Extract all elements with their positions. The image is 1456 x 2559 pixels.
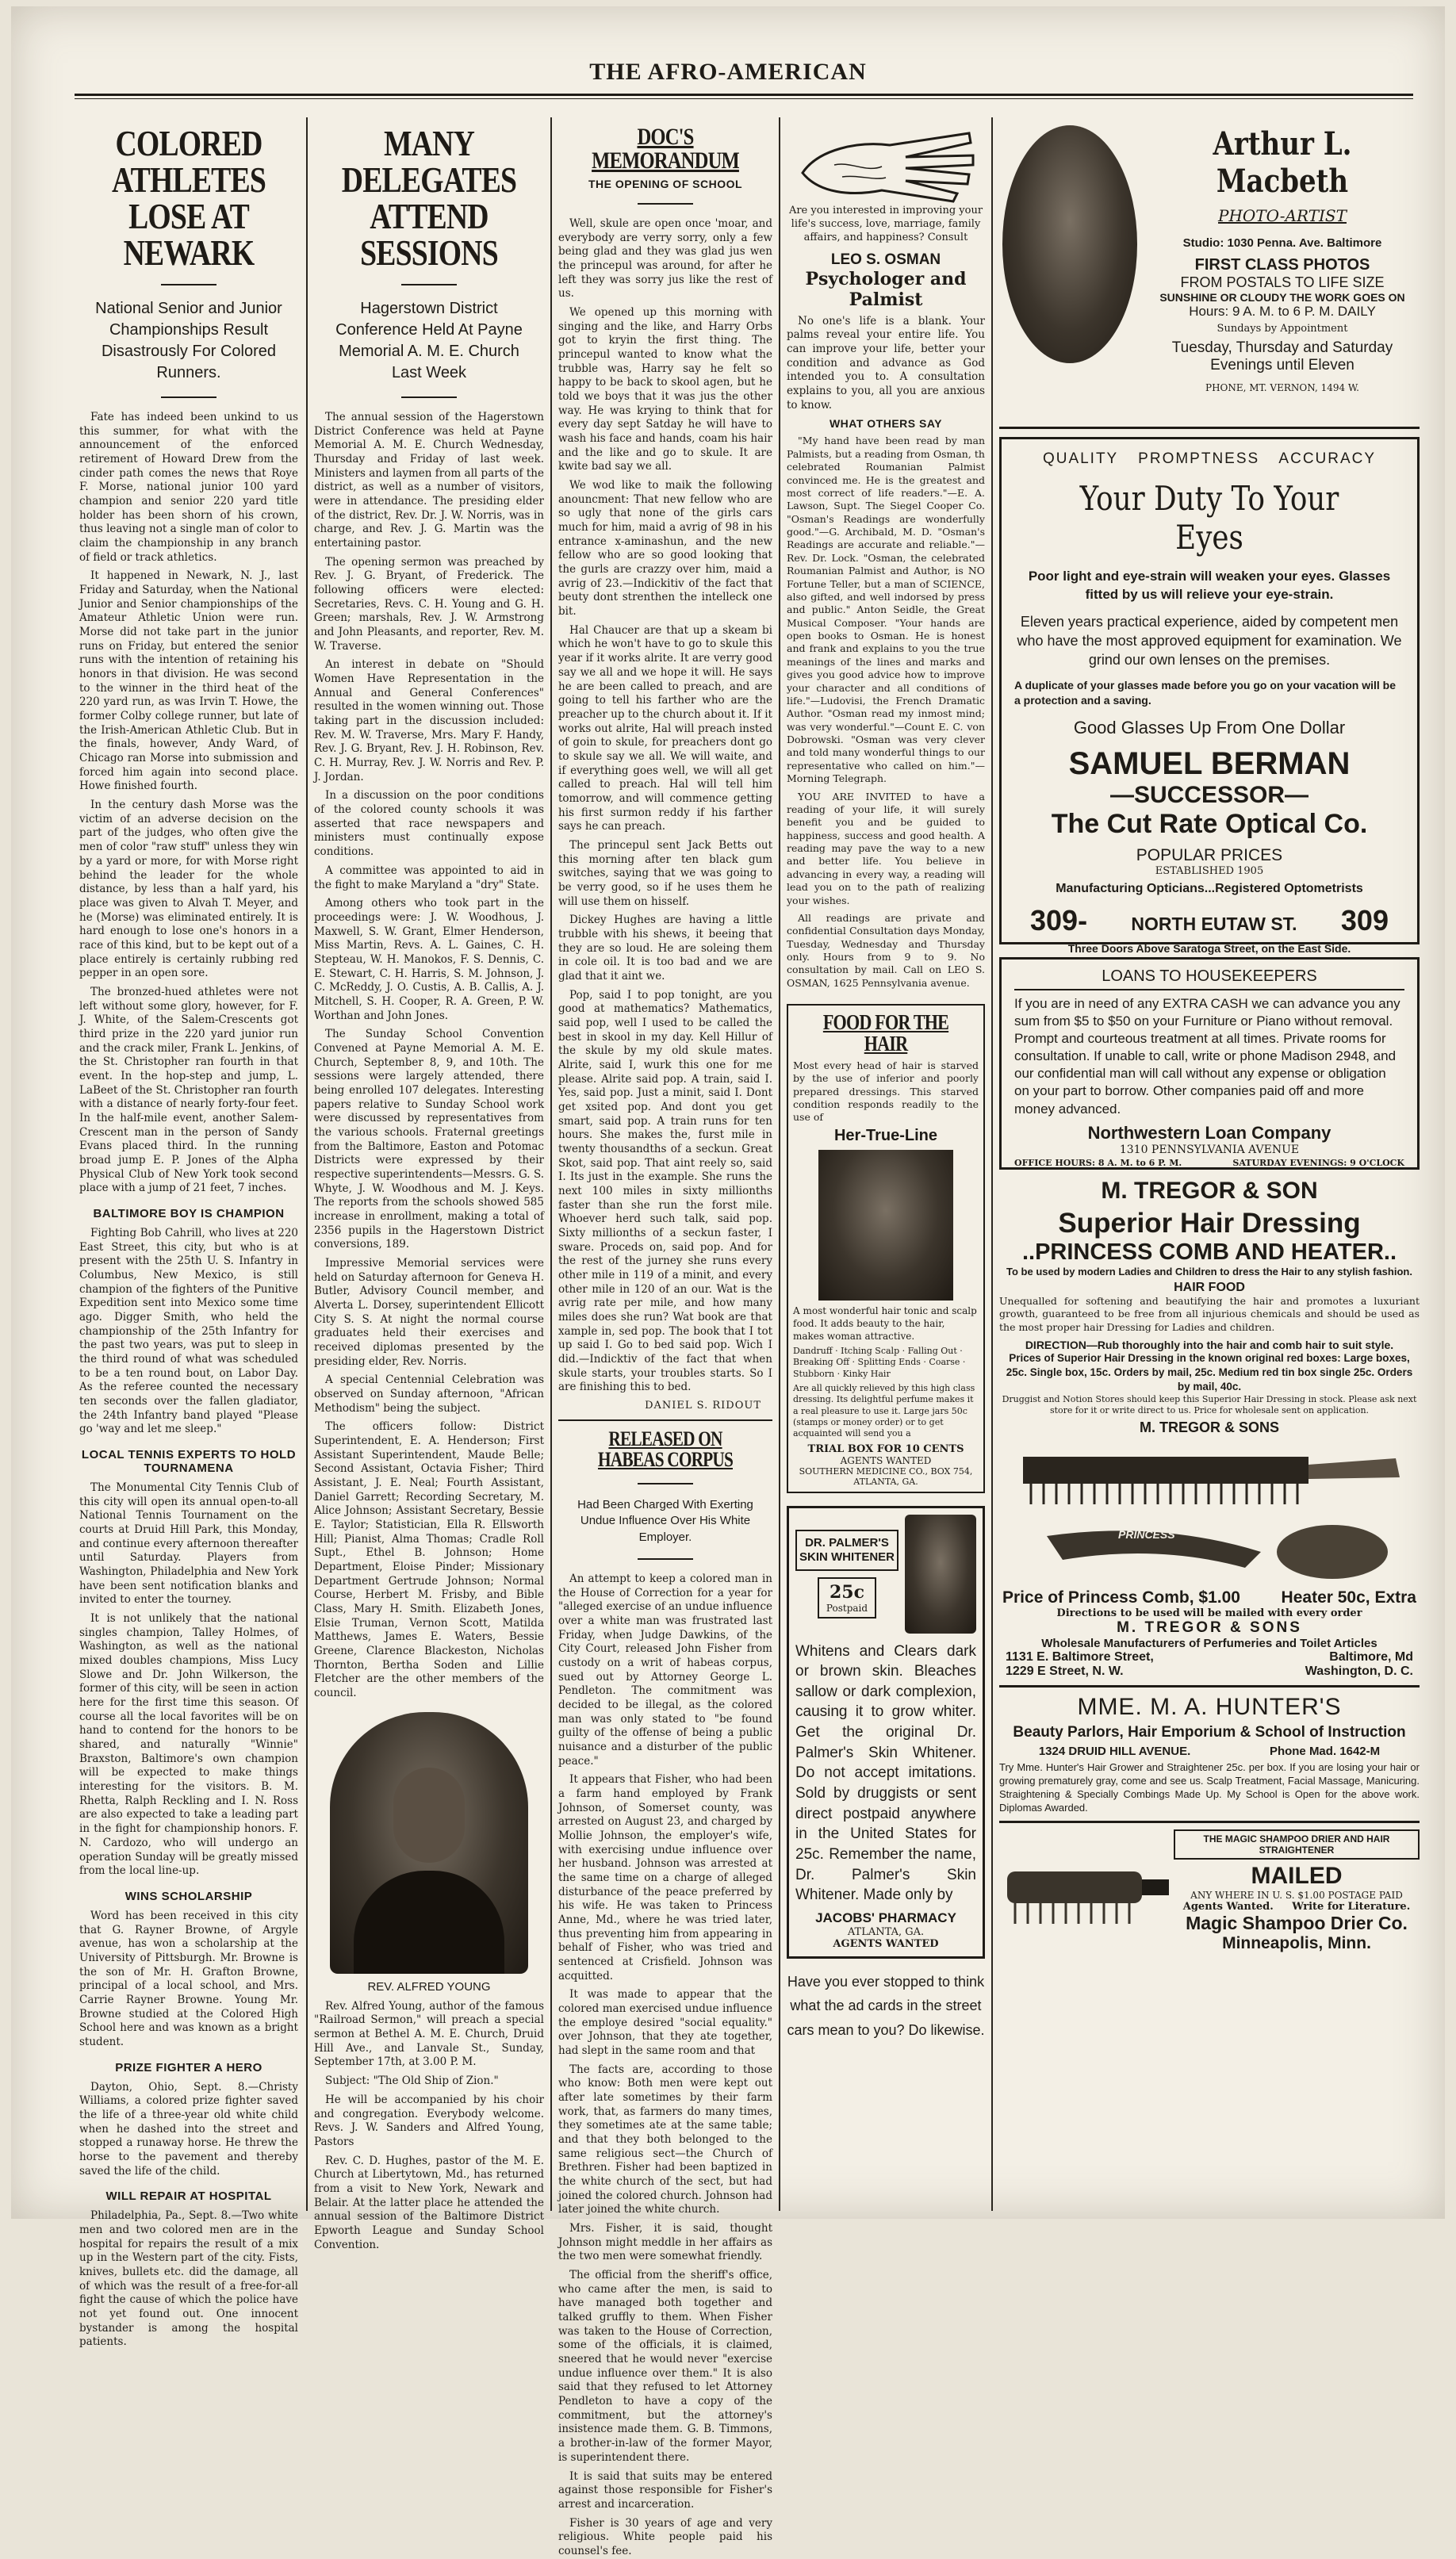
hunter-phone: Phone Mad. 1642-M	[1269, 1744, 1381, 1758]
article-para: Dayton, Ohio, Sept. 8.—Christy Williams, a colored prize fighter saved the life of a three-year old white child when he dashed into the street and stopped a runaway horse. He threw the horse to the pavement and thereby saved the life of the child.	[79, 2080, 298, 2178]
tregor-ad	[999, 1178, 1420, 1687]
article-para: Hal Chaucer are that up a skeam bi which he won't have to go to skule this year if it works alrite. It are verry good say we all and we hope it will. He says he are been called to preach, and are going to tell his farther who are the preacher up to the church about it. If it works out alrite, Hal will preach insted of goin to skule, for preachers dont go to skule say we all. We will waite, and if everything goes well, we will all get called to preach. Hal will tell him tomorrow, and will commence getting his first surmon reddy if his farther says he can preach.	[558, 623, 772, 833]
masthead: THE AFRO-AMERICAN	[589, 59, 867, 85]
portrait-coat	[354, 1871, 504, 1974]
tregor-prices: Prices of Superior Hair Dressing in the known original red boxes: Large boxes, 25c. Single box, 15c. Orders by mail, 25c. Medium red tin box single 25c. Orders by mail, 40c.	[1006, 1351, 1413, 1393]
palmer-jar-image	[905, 1515, 976, 1634]
osman-name: LEO S. OSMAN	[830, 251, 941, 268]
princess-comb-label: PRINCESS	[1118, 1527, 1175, 1541]
berman-line: A duplicate of your glasses made before you go on your vacation will be a protection and a saving.	[1014, 678, 1397, 707]
headline-docs: DOC'S MEMORANDUM	[592, 124, 739, 174]
hair-text-2: A most wonderful hair tonic and scalp food. It adds beauty to the hair, makes woman attractive.	[793, 1305, 977, 1342]
magic-agents: Agents Wanted.	[1182, 1901, 1274, 1914]
magic-text	[1174, 1829, 1420, 1953]
palmer-banner: DR. PALMER'S SKIN WHITENER	[795, 1530, 899, 1571]
headline-rule	[638, 1483, 693, 1484]
macbeth-title: PHOTO-ARTIST	[1218, 206, 1347, 225]
article-para: The annual session of the Hagerstown District Conference was held at Payne Memorial A. M. E. Church Wednesday, Thursday and Friday of last week. Ministers and laymen from all parts of the district, as well as a number of visitors, were in attendance. The presiding elder of the district, Rev. Dr. J. W. Norris, was in charge, and Rev. J. G. Martin was the entertaining pastor.	[314, 411, 544, 550]
subhead-scholarship: WINS SCHOLARSHIP	[125, 1889, 253, 1903]
hair-product-image	[818, 1150, 953, 1301]
article-para: Fisher is 30 years of age and very religious. White people paid his counsel's fee.	[558, 2516, 772, 2557]
article-para: He will be accompanied by his choir and congregation. Everybody welcome. Revs. J. W. Sanders and Alfred Young, Pastors	[314, 2093, 544, 2148]
deck-habeas: Had Been Charged With Exerting Undue Influence Over His White Employer.	[577, 1498, 753, 1544]
tregor-name: M. TREGOR & SON	[1101, 1178, 1318, 1204]
article-para: The opening sermon was preached by Rev. J. G. Bryant, of Frederick. The following officers were elected: Secretaries, Revs. C. H. Young and G. H. Green; marshals, Rev. J. W. Armstrong and John Pleasants, and reporter, Rev. M. W. Traverse.	[314, 555, 544, 653]
berman-address-street: NORTH EUTAW ST.	[1131, 913, 1297, 934]
tregor-address-washington	[999, 1664, 1420, 1679]
column-divider	[306, 117, 308, 2211]
hair-text-3: Are all quickly relieved by this high class dressing. Its delightful perfume makes it a real pleasure to use it. Large jars 50c (stamps or money order) or to get acquainted will send you a	[793, 1383, 975, 1439]
hair-food-title: FOOD FOR THE HAIR	[822, 1010, 949, 1056]
comb-icon	[999, 1441, 1420, 1584]
column-divider	[550, 117, 552, 2211]
article-para: In a discussion on the poor conditions of the colored county schools it was asserted that race newspapers and ministers must continually expose conditions.	[314, 789, 544, 859]
tregor-sub: To be used by modern Ladies and Children to dress the Hair to any stylish fashion.	[1006, 1266, 1412, 1278]
headline-athletes: COLORED ATHLETES LOSE AT NEWARK	[111, 123, 266, 273]
headline-habeas: RELEASED ON HABEAS CORPUS	[597, 1427, 733, 1472]
berman-successor: —SUCCESSOR—	[1109, 781, 1309, 808]
palmer-agents: AGENTS WANTED	[833, 1937, 939, 1950]
newspaper-page	[11, 6, 1445, 2557]
osman-intro: Are you interested in improving your life's success, love, marriage, family affairs, and happiness? Consult	[788, 205, 983, 243]
loans-text: If you are in need of any EXTRA CASH we can advance you any sum from $5 to $50 on your Furniture or Piano without removal. Prompt and courteous treatment at all times. Private rooms for consultation. If unable to call, write or phone Madison 2948, and our confidential man will call without any expense or obligation on your part to borrow. Other companies paid off and more money advanced.	[1014, 996, 1400, 1117]
headline-rule	[638, 203, 693, 205]
berman-mfg: Manufacturing Opticians...Registered Optometrists	[1056, 881, 1363, 895]
article-para: An attempt to keep a colored man in the House of Correction for a year for "alleged exercise of an undue influence over a white man was frustrated last Friday, when Judge Dawkins, of the City Court, released John Fisher from custody on a writ of habeas corpus, sued out by Attorney George L. Pendleton. The commitment was decided to be illegal, as the colored man was only stated to "be found guilty of the offense of being a public nuisance and a disturber of the public peace."	[558, 1572, 772, 1768]
loans-hours	[1014, 1158, 1404, 1168]
princess-comb-illustration	[999, 1441, 1420, 1584]
magic-company: Magic Shampoo Drier Co.	[1186, 1913, 1408, 1934]
osman-title: Psychologer and Palmist	[805, 268, 967, 310]
palm-hand-icon	[787, 117, 985, 205]
article-para: The facts are, according to those who know: Both men were kept out after late sometimes by their farm work, that, as farmers do many times, they sometimes ate at the same table; and that they both belonged to the same religious sect—the Church of Brethren. Fisher had been baptized in the white church of the sect, but had joined the colored church. Johnson had later joined the white church.	[558, 2063, 772, 2216]
tregor-name-2: M. TREGOR & SONS	[1139, 1419, 1279, 1435]
berman-line: Poor light and eye-strain will weaken your eyes. Glasses fitted by us will relieve your eye-strain.	[1028, 569, 1391, 602]
article-para: A committee was appointed to aid in the fight to make Maryland a "dry" State.	[314, 864, 544, 891]
osman-hours: All readings are private and confidential Consultation days Monday, Tuesday, Wednesday and Thursday only. Hours from 9 to 9. No consultation by mail. Call on LEO S. OSMAN, 1625 Pennsylvania avenue.	[787, 911, 985, 989]
hunter-contact	[999, 1745, 1420, 1758]
deck-rule	[401, 396, 457, 398]
column-ads-right	[999, 117, 1420, 2211]
macbeth-name: Arthur L. Macbeth	[1213, 125, 1352, 200]
article-para: Mrs. Fisher, it is said, thought Johnson might meddle in her affairs as the two men were somewhat friendly.	[558, 2222, 772, 2263]
article-para: Fighting Bob Cahrill, who lives at 220 East Street, this city, but who is at present with the 25th U. S. Infantry in Columbus, New Mexico, is still champion of the fighters of the Punitive Expedition sent into Mexico some time ago. Digger Smith, who held the championship of the 25th Infantry for the past two years, was put to sleep in the third round of what was scheduled to be a ten round bout, on Labor Day. As the referee counted the necessary ten seconds over the fallen gladiator, the 24th Infantry band played "Please go 'way and let me sleep."	[79, 1226, 298, 1436]
comb-price: Price of Princess Comb, $1.00	[1002, 1588, 1240, 1607]
loans-hours-saturday: SATURDAY EVENINGS: 9 O'CLOCK	[1232, 1157, 1404, 1168]
deck-delegates: Hagerstown District Conference Held At Payne Memorial A. M. E. Church Last Week	[335, 300, 523, 381]
palmer-city: ATLANTA, GA.	[847, 1925, 925, 1938]
heater-price: Heater 50c, Extra	[1281, 1588, 1416, 1607]
deck-rule	[638, 1558, 693, 1560]
drier-icon	[999, 1848, 1174, 1935]
macbeth-line: FROM POSTALS TO LIFE SIZE	[1180, 274, 1385, 290]
palmer-price-box	[818, 1577, 876, 1619]
headline-delegates: MANY DELEGATES ATTEND SESSIONS	[341, 123, 517, 273]
column-divider	[779, 117, 780, 2211]
tregor-price-row	[999, 1588, 1420, 1607]
hunter-headline: Beauty Parlors, Hair Emporium & School of Instruction	[1013, 1723, 1406, 1741]
article-para: Philadelphia, Pa., Sept. 8.—Two white men and two colored men are in the hospital for repairs the result of a mix up in the Western part of the city. Fists, knives, bullets etc. did the damage, all of which was the result of a free-for-all fight the cause of which the police have not yet found out. One innocent bystander is among the hospital patients.	[79, 2209, 298, 2349]
osman-subhead: WHAT OTHERS SAY	[829, 417, 943, 431]
macbeth-ad	[999, 117, 1420, 429]
subhead-opening-school: THE OPENING OF SCHOOL	[588, 178, 743, 190]
deck-athletes: National Senior and Junior Championships Result Disastrously For Colored Runners.	[95, 300, 282, 381]
tregor-headline-2: ..PRINCESS COMB AND HEATER..	[1021, 1239, 1397, 1265]
article-para: It happened in Newark, N. J., last Friday and Saturday, when the National Junior and Senior championships of the Amateur Athletic Union were run. Morse did not take part in the junior runs on Friday, but entered the senior runs with the intention of retaining his honors in that division. He was second to the winner in the third heat of the 220 yard run, as was Irvin T. Howe, the former Colby college runner, but late of the Irish-American Athletic Club. But in the finals, however, Andy Ward, of Chicago ran Morse into submission and forced him again into second place. Howe finished fourth.	[79, 569, 298, 793]
article-para: The Monumental City Tennis Club of this city will open its annual open-to-all National Tennis Tournament on the courts at Druid Hill Park, this Monday, and continue every afternoon thereafter until Saturday. Players from Washington, Philadelphia and New York have been sent notification blanks and invited to enter the tourney.	[79, 1481, 298, 1607]
article-para: It was made to appear that the colored man exercised undue influence the employe desired "social equality." over Johnson, that they ate together, had slept in the same room and that	[558, 1988, 772, 2058]
macbeth-studio: Studio: 1030 Penna. Ave. Baltimore	[1182, 236, 1382, 250]
tregor-text: Unequalled for softening and beautifying the hair and promotes a luxuriant growth, guaranteed to be free from all injurious chemicals and should be used as the most proper hair Dressing for Ladies and children.	[999, 1295, 1420, 1333]
tregor-name-3: M. TREGOR & SONS	[1117, 1619, 1302, 1636]
berman-address-num: 309	[1340, 903, 1389, 937]
magic-mailed: MAILED	[1251, 1863, 1343, 1890]
berman-line: Good Glasses Up From One Dollar	[1073, 717, 1346, 737]
macbeth-line: Tuesday, Thursday and Saturday Evenings until Eleven	[1171, 339, 1393, 374]
headline-rule	[161, 284, 216, 285]
hair-food-ad	[787, 1004, 985, 1492]
tregor-city: Washington, D. C.	[1305, 1664, 1413, 1678]
osman-invite: YOU ARE INVITED to have a reading of your life, it will surely benefit you and be guided to happiness, success and good health. A reading may pave the way to a new and better life. You believe in advancing in every way, a reading will lead you on to the path of realizing your wishes.	[787, 790, 985, 906]
berman-name: SAMUEL BERMAN	[1068, 745, 1351, 781]
hair-list: Dandruff · Itching Scalp · Falling Out · Breaking Off · Splitting Ends · Coarse · Stubborn · Kinky Hair	[793, 1346, 966, 1379]
osman-text: No one's life is a blank. Your palms reveal your entire life. You can improve your life, better your condition and advance as God intended you to. A consultation explains to you, all you are anxious to know.	[787, 314, 985, 412]
palmer-ad	[787, 1506, 985, 1959]
loans-company: Northwestern Loan Company	[1087, 1122, 1331, 1143]
article-para: Rev. Alfred Young, author of the famous "Railroad Sermon," will preach a special sermon at Bethel A. M. E. Church, Druid Hill Ave., and Lanvale St., Sunday, September 17th, at 3.00 P. M.	[314, 1999, 544, 2069]
magic-city: Minneapolis, Minn.	[1222, 1934, 1371, 1953]
hunter-text: Try Mme. Hunter's Hair Grower and Straightener 25c. per box. If you are losing your hair or growing prematurely gray, come and see us. Scalp Treatment, Facial Massage, Manicuring. Straightening & Specially Combings Made Up. My School is Open for the above work. Diplomas Awarded.	[999, 1760, 1420, 1814]
berman-address-num: 309-	[1030, 903, 1088, 937]
macbeth-phone: PHONE, MT. VERNON, 1494 W.	[1205, 382, 1359, 393]
portrait-photo	[330, 1712, 528, 1974]
magic-agents-row	[1174, 1901, 1420, 1913]
article-para: The official from the sheriff's office, who came after the men, is said to have managed both together and talked gruffly to them. When Fisher was taken to the House of Correction, some of the officials, it is claimed, sneered that he would never "exercise undue influence over them." It is also said that they refused to let Attorney Pendleton to have a copy of the commitment, but the attorney's insistence made them. G. B. Timmons, a brother-in-law of the former Mayor, is superintendent there.	[558, 2269, 772, 2464]
tregor-druggist: Druggist and Notion Stores should keep this Superior Hair Dressing in stock. Please ask next store for it or write direct to us. Price for wholesale sent on application.	[1002, 1394, 1417, 1416]
loans-title: LOANS TO HOUSEKEEPERS	[1014, 967, 1404, 990]
magic-badge: THE MAGIC SHAMPOO DRIER AND HAIR STRAIGHTENER	[1174, 1829, 1420, 1860]
article-para: Fate has indeed been unkind to us this summer, for what with the announcement of the enforced retirement of Howard Drew from the cinder path comes the news that Roye F. Morse, national junior 100 yard champion and senior 220 yard title holder has been shorn of his crown, thus leaving not a single man of color to claim the championship in any branch of field or track athletics.	[79, 411, 298, 564]
subhead-hospital: WILL REPAIR AT HOSPITAL	[105, 2189, 272, 2204]
tregor-street: 1229 E Street, N. W.	[1006, 1664, 1124, 1678]
article-rule	[558, 1419, 772, 1421]
berman-top: QUALITY PROMPTNESS ACCURACY	[1042, 450, 1377, 467]
article-para: It is said that suits may be entered against those responsible for Fisher's arrest and incarceration.	[558, 2469, 772, 2511]
street-car-note: Have you ever stopped to think what the ad cards in the street cars mean to you? Do likewise.	[787, 1973, 985, 2039]
article-para: We opened up this morning with singing and the like, and Harry Orbs got to kryin the first thing. The princepul wanted to know what the trubble was, Harry say he felt so happy to be back to skool agen, but he told we boys that it was jus the other way. He was krying to think that for every day sept Satday he will have to wash his face and hands, coam his hair and the like and go to skule. It are kwite bad say we all.	[558, 306, 772, 473]
article-para: Dickey Hughes are having a little trubble with his shews, it beeing that they are so loud. He are soleing them in cole oil. It is too bad and we are glad that it aint we.	[558, 914, 772, 983]
hunter-ad	[999, 1687, 1420, 1824]
hair-food-text: Most every head of hair is starved by the use of inferior and poorly prepared dressings. This starved condition responds readily to the use of	[793, 1059, 979, 1124]
tregor-directions-2: Directions to be used will be mailed with every order	[1056, 1607, 1362, 1619]
article-para: Pop, said I to pop tonight, are you good at mathematics? Mathematics, said pop, well I used to be called the best in skool in my day. Kell Hillur of the skule by my old skule mates. Alrite, said I, wurk this one for me please. Alrite said pop. A train, said I. Yes, said pop. Just a minit, said I. Dont get xsited pop. And dont you get smart, said pop. A train runs for ten hours. She makes the, furst mile in twenty thousandths of a seckun. Great Skot, said pop. That aint reely so, said I. Its just in the example. She runs the next 100 miles in sixty millionths faster than she run the forst mile. Whoever herd such talk, said pop. Sixty millionths of a seckun faster, I sware. Proceds on, said pop. And for the rest of the jurney she runs every other mile in 119 of a minit, and every other mile in 120 of an our. Wat is the avrig rate per mile, and how many miles does she run? Wat book are that xample in, sed pop. The book that I tot up said I. Go to bed said pop. Wich I did.—Indicktiv of the fact that when skule starts, your troubles starts. So I are finishing this to bed.	[558, 988, 772, 1394]
berman-company: The Cut Rate Optical Co.	[1051, 808, 1368, 839]
article-para: A special Centennial Celebration was observed on Sunday afternoon, "African Methodism" being the subject.	[314, 1373, 544, 1415]
berman-established: ESTABLISHED 1905	[1155, 864, 1264, 877]
subhead-tennis: LOCAL TENNIS EXPERTS TO HOLD TOURNAMENA	[81, 1448, 297, 1476]
headline-rule	[401, 284, 457, 285]
magic-mailed-sub: ANY WHERE IN U. S. $1.00 POSTAGE PAID	[1190, 1890, 1403, 1902]
hair-agents: AGENTS WANTED	[840, 1454, 932, 1466]
berman-prices: POPULAR PRICES	[1136, 845, 1283, 864]
article-para: Word has been received in this city that G. Rayner Browne, of Argyle avenue, has won a scholarship at the University of Pittsburgh. Mr. Browne is the son of Mr. H. Grafton Browne, principal of a local school, and Mrs. Carrie Rayner Browne. Young Mr. Browne studied at the Colored High School here and was known as a bright student.	[79, 1909, 298, 2048]
tregor-hair-food: HAIR FOOD	[1174, 1281, 1245, 1294]
hair-trial: TRIAL BOX FOR 10 CENTS	[807, 1442, 964, 1455]
palmer-left	[795, 1530, 899, 1619]
loans-address: 1310 PENNSYLVANIA AVENUE	[1119, 1143, 1300, 1156]
column-delegates	[314, 117, 544, 2251]
loans-hours-office: OFFICE HOURS: 8 A. M. to 6 P. M.	[1014, 1157, 1182, 1168]
tregor-direction: DIRECTION—Rub thoroughly into the hair and comb hair to suit style.	[1025, 1338, 1394, 1351]
article-para: It is not unlikely that the national singles champion, Talley Holmes, of Washington, as well as the national mixed doubles champions, Miss Lucy Slowe and Dr. John Wilkerson, the former of this city, will be seen in action here for the first time this season. Of course all the local favorites will be on hand to contend for the honors to be shared, and naturally "Winnie" Braxston, Baltimore's own champion will be expected to make things interesting for the visitors. B. M. Rhetta, Ralph Reckling and I. N. Ross are also expected to take a leading part in the fight for championship honors. F. N. Cardozo, who will undergo an operation Sunday will be greatly missed from the local line-up.	[79, 1612, 298, 1878]
article-para: An interest in debate on "Should Women Have Representation in the Annual and General Conferences" resulted in the women winning out. Those taking part in the discussion included: Rev. M. W. Traverse, Mrs. Mary F. Handy, Rev. J. G. Bryant, Rev. J. H. Robinson, Rev. C. H. Murray, Rev. J. W. Norris and Rev. P. J. Jordan.	[314, 658, 544, 783]
subhead-prize-fighter: PRIZE FIGHTER A HERO	[115, 2060, 262, 2074]
article-para: The princepul sent Jack Betts out this morning after ten black gum switches, saying that we was going to be verry good, so if he uses them he will use them on hisself.	[558, 838, 772, 908]
article-para: Among others who took part in the proceedings were: J. W. Woodhous, J. Maxwell, S. W. Grant, Elmer Henderson, Miss Martin, Revs. A. L. Gaines, C. H. Stepteau, W. H. Manokos, F. S. Dennis, C. E. Stewart, C. H. Harris, S. M. Johnson, J. C. McReddy, J. O. Custis, A. B. Callis, A. J. Mitchell, S. H. Cooper, R. A. Green, P. W. Worthan and John Jones.	[314, 897, 544, 1022]
tregor-wholesale: Wholesale Manufacturers of Perfumeries and Toilet Articles	[1041, 1636, 1377, 1650]
signature: DANIEL S. RIDOUT	[645, 1400, 761, 1412]
subhead-baltimore-boy: BALTIMORE BOY IS CHAMPION	[93, 1206, 285, 1220]
berman-address	[1014, 904, 1404, 937]
masthead-rule-thin	[75, 98, 1413, 99]
magic-write: Write for Literature.	[1292, 1901, 1411, 1914]
column-docs-memorandum	[558, 117, 772, 2557]
berman-ad	[999, 437, 1420, 955]
palmer-maker: JACOBS' PHARMACY	[815, 1910, 956, 1925]
berman-headline: Your Duty To Your Eyes	[1079, 479, 1339, 557]
palmer-text: Whitens and Clears dark or brown skin. Bleaches sallow or dark complexion, causing it to grow whiter. Get the original Dr. Palmer's Skin Whitener. Do not accept imitations. Sold by druggists or sent direct postpaid anywhere in the United States for 25c. Remember the name, Dr. Palmer's Skin Whitener. Made only by	[795, 1642, 976, 1904]
loans-ad	[999, 957, 1420, 1170]
column-athletics	[79, 117, 298, 2349]
photo-caption: REV. ALFRED YOUNG	[367, 1979, 491, 1994]
magic-drier-illustration	[999, 1848, 1174, 1935]
deck-rule	[161, 396, 216, 398]
column-ads-middle	[787, 117, 985, 2211]
article-para: We wod like to maik the following anouncment: That new fellow who are so ugly that none of the girls cars much for him, maid a avrig of 98 in his entrance x-aminashun, and the new fellow who are so good looking that the gurls are crazzy over him, maid a avrig of 23.—Indickitiv of the fact that beuty dont strenthen the intelleck one bit.	[558, 479, 772, 619]
macbeth-line: Hours: 9 A. M. to 6 P. M. DAILY	[1189, 304, 1376, 319]
article-para: Impressive Memorial services were held on Saturday afternoon for Geneva H. Butler, Advisory Council member, and Alverta L. Dorsey, superintendent Ellicott City S. S. At night the normal course graduates held their exercises and received diplomas presented by the presiding elder, Rev. Norris.	[314, 1256, 544, 1368]
magic-shampoo-ad	[999, 1823, 1420, 1959]
article-para: In the century dash Morse was the victim of an adverse decision on the part of the judges, who often give the men of color "raw stuff" unless they win by a yard or more, for with Morse right behind the leader for the whole distance, by less than a half yard, his place was given to Alvah T. Meyer, and he (Morse) was eliminated entirely. It is hard enough to lose one's honors in a race of this kind, but to be kept out of a place entirely is certainly rubbing red pepper in an open sore.	[79, 799, 298, 980]
tregor-address-baltimore	[999, 1650, 1420, 1664]
article-para: The bronzed-hued athletes were not left without some glory, however, for F. J. White, of the Salem-Crescents got third prize in the 220 yard junior run and the crack miler, Frank L. Jenkins, of the St. Christopher ran fourth in that event. In the hop-step and jump, L. LaBeet of the St. Christopher ran fourth with a distance of nearly forty-four feet. In the half-mile event, another Salem-Crescent man in the person of Sandy Evans placed third. In the running broad jump E. P. Jones of the Alpha Physical Club of New York took second place with a jump of 21 feet, 7 inches.	[79, 985, 298, 1195]
berman-line: Eleven years practical experience, aided by competent men who have the most approved equipment for examination. We grind our own lenses on the premises.	[1017, 613, 1402, 668]
tregor-headline: Superior Hair Dressing	[1058, 1208, 1361, 1239]
tregor-city: Baltimore, Md	[1329, 1649, 1413, 1664]
article-para: The Sunday School Convention Convened at Payne Memorial A. M. E. Church, September 8, 9, and 10th. The sessions were largely attended, there being enrolled 107 delegates. Interesting papers relative to Sunday School work were discussed by representatives from the various schools. Fraternal greetings from the Baltimore, Easton and Potomac Districts were expressed by their respective superintendents—Messrs. G. S. Whyte, J. W. Woodhous and M. J. Keys. The reports from the schools showed 585 increase in enrollment, making a total of 2356 pupils in the Hagerstown District conversions, 189.	[314, 1028, 544, 1251]
masthead-rule	[75, 94, 1413, 96]
macbeth-portrait	[1002, 125, 1137, 363]
macbeth-line: Sundays by Appointment	[1217, 323, 1348, 335]
article-para: Subject: "The Old Ship of Zion."	[325, 2074, 499, 2088]
article-para: It appears that Fisher, who had been a farm hand employed by Frank Johnson, of Somerset county, was arrested on August 23, and charged by Mollie Johnson, the employer's wife, with exercising undue influence over her husband. Johnson was arrested at the same time on a charge of alleged disturbance of the peace preferred by his wife. He was taken to Princess Anne, Md., where he was tried later, thus preventing him from appearing in behalf of Fisher, who was tried and sentenced at Crisfield. Johnson was acquitted.	[558, 1773, 772, 1982]
macbeth-line: SUNSHINE OR CLOUDY THE WORK GOES ON	[1159, 291, 1405, 304]
macbeth-text	[1145, 117, 1420, 427]
article-para: Well, skule are open once 'moar, and everybody are verry sorry, only a few being glad and they was glad jus wen the princepul was around, for after he left they was sorry jus like the rest of us.	[558, 217, 772, 301]
hair-company: SOUTHERN MEDICINE CO., BOX 754, ATLANTA, GA.	[799, 1465, 973, 1487]
tregor-street: 1131 E. Baltimore Street,	[1006, 1649, 1154, 1664]
portrait-face	[393, 1768, 465, 1863]
article-para: Rev. C. D. Hughes, pastor of the M. E. Church at Libertytown, Md., has returned from a visit to New York, Newark and Belair. At the latter place he attended the annual session of the Baltimore District Epworth League and Sunday School Convention.	[314, 2154, 544, 2251]
column-divider	[991, 117, 993, 2211]
hunter-name: MME. M. A. HUNTER'S	[1077, 1693, 1342, 1720]
palmer-price-sub: Postpaid	[826, 1602, 868, 1614]
osman-quotes: "My hand have been read by man Palmists, but a reading from Osman, th celebrated Roumanian Palmist convinced me. He is the greatest and most correct of life readers."—E. A. Lawson, Supt. The Siegel Cooper Co. "Osman's Readings are wonderfully good."—G. Archibald, M. D. "Osman's Readings are accurate and reliable."—Rev. Dr. Lock. "Osman, the celebrated Roumanian Palmist and Author, is NO Fortune Teller, but a man of SCIENCE, also gifted, and well indorsed by press and public." Anton Seidle, the Great Musical Composer. "Your hands are open books to Osman. He is honest and frank and explains to you the true meanings of the lines and marks and gives you good advice how to improve your character and all conditions of life."—Ludovisi, the French Dramatic Author. "Osman read my inmost mind; was very wonderful."—Count E. C. von Dobrowski. "Osman was very clever and told many wonderful things to our representative who called on him."—Morning Telegraph.	[787, 435, 985, 785]
palmer-price: 25c	[829, 1581, 864, 1603]
berman-doors: Three Doors Above Saratoga Street, on the East Side.	[1067, 941, 1351, 955]
hunter-address: 1324 DRUID HILL AVENUE.	[1038, 1744, 1191, 1758]
macbeth-line: FIRST CLASS PHOTOS	[1194, 256, 1370, 274]
hair-brand: Her-True-Line	[833, 1127, 938, 1145]
article-para: The officers follow: District Superintendent, E. A. Henderson; First Assistant Superintendent, Maude Belle; Second Assistant, Octavia Fisher; Third Assistant, J. E. Neal; Fourth Assistant, Daniel Garrett; Recording Secretary, M. Alice Johnson; Assistant Secretary, Bessie E. Taylor; Statistician, Ella R. Ellsworth Hill; Pianist, Alma Thomas; Cradle Roll Supt., Ethel B. Johnson; Home Department, Eloise Pinder; Missionary Department Gertrude Johnson; Normal Course, Herbert M. Frisby, and Bible Class, Mary H. Smith. Elizabeth Jones, Elsie Truman, Vernon Scott, Matilda Matthews, James E. Waters, Bessie Greene, Clarence Blackeston, Nicholas Thornton, Bertha Soden and Lillie Fletcher are the other members of the council.	[314, 1420, 544, 1700]
